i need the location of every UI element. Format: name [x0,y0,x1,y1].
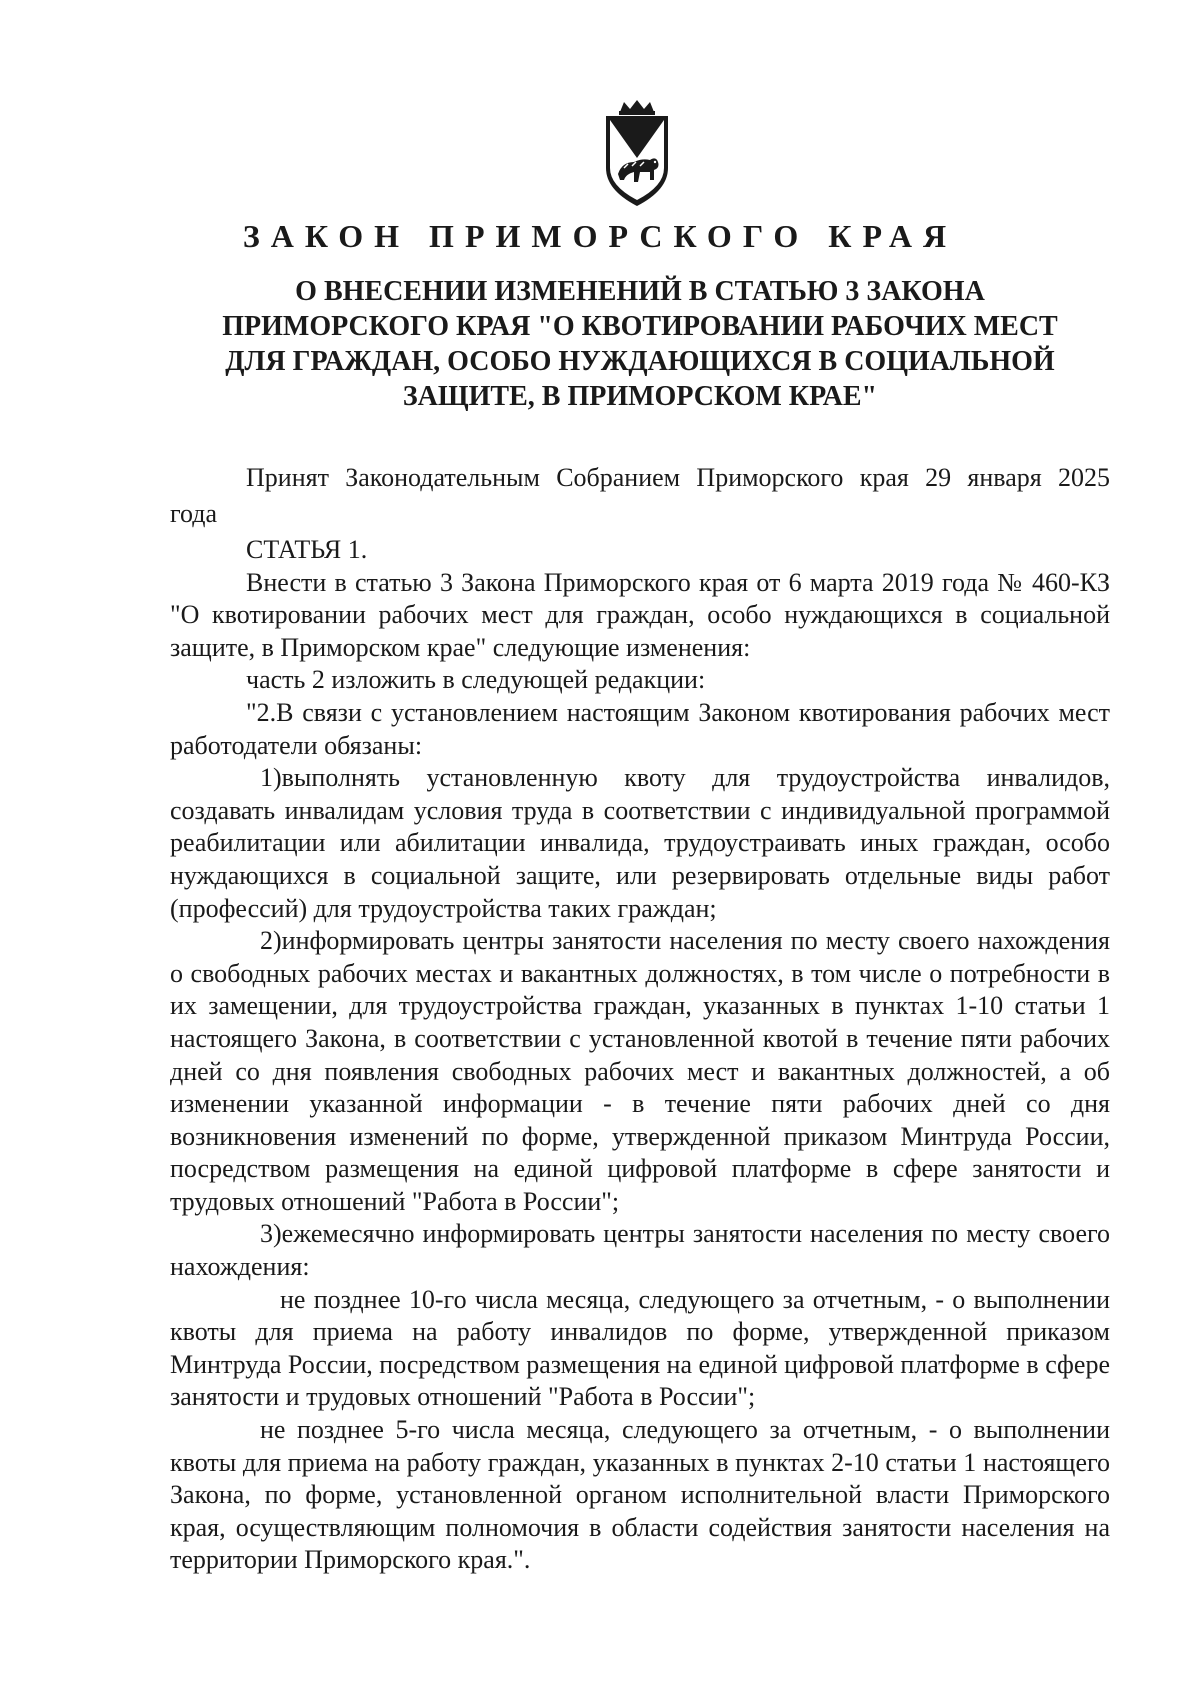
article-1 [170,534,1110,1577]
title-line: ЗАЩИТЕ, В ПРИМОРСКОМ КРАЕ" [402,381,878,412]
law-title [160,274,1120,414]
title-line: О ВНЕСЕНИИ ИЗМЕНЕНИЙ В СТАТЬЮ 3 ЗАКОНА [295,276,985,307]
article-paragraph: часть 2 изложить в следующей редакции: [246,665,706,695]
title-line: ДЛЯ ГРАЖДАН, ОСОБО НУЖДАЮЩИХСЯ В СОЦИАЛЬНОЙ [225,346,1055,377]
article-paragraph: 2)информировать центры занятости населения по месту своего нахождения о свободных рабочих местах и вакантных должностях, в том числе о потребности в их замещении, для трудоустройства граждан, указанных в пунктах 1-10 статьи 1 настоящего Закона, в соответствии с установленной квотой в течение пяти рабочих дней со дня появления свободных рабочих мест и вакантных должностей, а об изменении указанной информации - в течение пяти рабочих дней со дня возникновения изменений по форме, утвержденной приказом Минтруда России, посредством размещения на единой цифровой платформе в сфере занятости и трудовых отношений "Работа в России"; [170,926,1110,1216]
article-paragraph: "2.В связи с установлением настоящим Законом квотирования рабочих мест работодатели обязаны: [170,697,1110,760]
primorsky-coat-of-arms-icon [600,98,674,210]
article-paragraph: не позднее 10-го числа месяца, следующего за отчетным, - о выполнении квоты для приема на работу инвалидов по форме, утвержденной приказом Минтруда России, посредством размещения на единой цифровой платформе в сфере занятости и трудовых отношений "Работа в России"; [170,1284,1110,1412]
article-paragraph: Внести в статью 3 Закона Приморского края от 6 марта 2019 года № 460-КЗ "О квотировании рабочих мест для граждан, особо нуждающихся в социальной защите, в Приморском крае" следующие изменения: [170,567,1110,662]
article-paragraph: 1)выполнять установленную квоту для трудоустройства инвалидов, создавать инвалидам условия труда в соответствии с индивидуальной программой реабилитации или абилитации инвалида, трудоустраивать иных граждан, особо нуждающихся в социальной защите, или резервировать отдельные виды работ (профессий) для трудоустройства таких граждан; [170,763,1110,923]
adoption-statement: Принят Законодательным Собранием Приморского края 29 января 2025 года [170,463,1110,528]
article-paragraph: 3)ежемесячно информировать центры занятости населения по месту своего нахождения: [170,1219,1110,1282]
law-header: ЗАКОН ПРИМОРСКОГО КРАЯ [242,218,958,254]
title-line: ПРИМОРСКОГО КРАЯ "О КВОТИРОВАНИИ РАБОЧИХ МЕСТ [222,311,1058,342]
article-paragraph: не позднее 5-го числа месяца, следующего за отчетным, - о выполнении квоты для приема на работу граждан, указанных в пунктах 2-10 статьи 1 настоящего Закона, по форме, установленной органом исполнительной власти Приморского края, осуществляющим полномочия в области содействия занятости населения на территории Приморского края.". [170,1415,1110,1575]
article-heading: СТАТЬЯ 1. [246,535,368,564]
